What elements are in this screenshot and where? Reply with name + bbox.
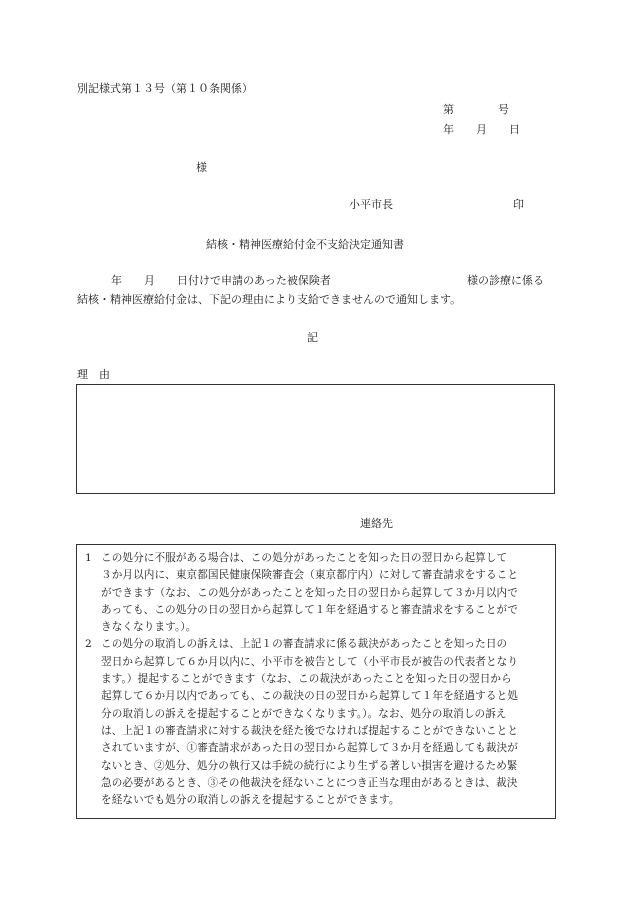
document-title: 結核・精神医療給付金不支給決定通知書 bbox=[206, 238, 404, 251]
date-label: 年 月 日 bbox=[443, 123, 520, 136]
body-line-2: 結核・精神医療給付金は、下記の理由により支給できませんので通知します。 bbox=[77, 293, 462, 306]
notice-text: この処分の取消しの訴えは、上記１の審査請求に係る裁決があったことを知った日の 翌日から起算して６か月以内に、小平市を被告として（小平市長が被告の代表者となり ます。）提起することができます（なお、この裁決があったことを知った日の翌日から 起算して６か月以内であっても、この裁決の日の翌日から起算して１年を経過すると処 分の取消しの訴えを提起することができなくなります。）。なお、処分の取消しの訴え は、上記１の審査請求に対する裁決を経た後でなければ提起することができないことと されていますが、①審査請求があった日の翌日から起算して３か月を経過しても裁決が ないとき、②処分、処分の執行又は手続の続行により生ずる著しい損害を避けるため緊 急の必要があるとき、③その他裁決を経ないことにつき正当な理由があるときは、裁決 を経ないでも処分の取消しの訴えを提起することができます。 bbox=[101, 638, 519, 807]
reason-label: 理 由 bbox=[77, 368, 110, 381]
notice-box bbox=[76, 544, 556, 819]
notice-text: この処分に不服がある場合は、この処分があったことを知った日の翌日から起算して ３か月以内に、東京都国民健康保険審査会（東京都庁内）に対して審査請求をすること ができます（なお、この処分があったことを知った日の翌日から起算して３か月以内で あっても、この処分の日の翌日から起算して１年を経過すると審査請求をすることがで きなくなります。）。 bbox=[101, 552, 519, 634]
recipient-honorific: 様 bbox=[196, 161, 207, 174]
notice-item-1 bbox=[83, 550, 551, 636]
notice-list bbox=[83, 550, 551, 809]
ki-heading: 記 bbox=[307, 331, 318, 344]
seal-mark: 印 bbox=[513, 198, 524, 211]
contact-label: 連絡先 bbox=[360, 517, 393, 530]
reason-box bbox=[76, 384, 555, 494]
document-number-label: 第 号 bbox=[443, 103, 509, 116]
notice-number: 1 bbox=[85, 552, 92, 564]
notice-number: 2 bbox=[85, 638, 92, 651]
notice-item-2 bbox=[83, 636, 551, 809]
body-line-date: 年 月 日付けで申請のあった被保険者 bbox=[111, 274, 331, 287]
form-number: 別記様式第１３号（第１０条関係） bbox=[77, 82, 253, 95]
sender-name: 小平市長 bbox=[349, 198, 393, 211]
body-line-tail: 様の診療に係る bbox=[467, 274, 544, 287]
